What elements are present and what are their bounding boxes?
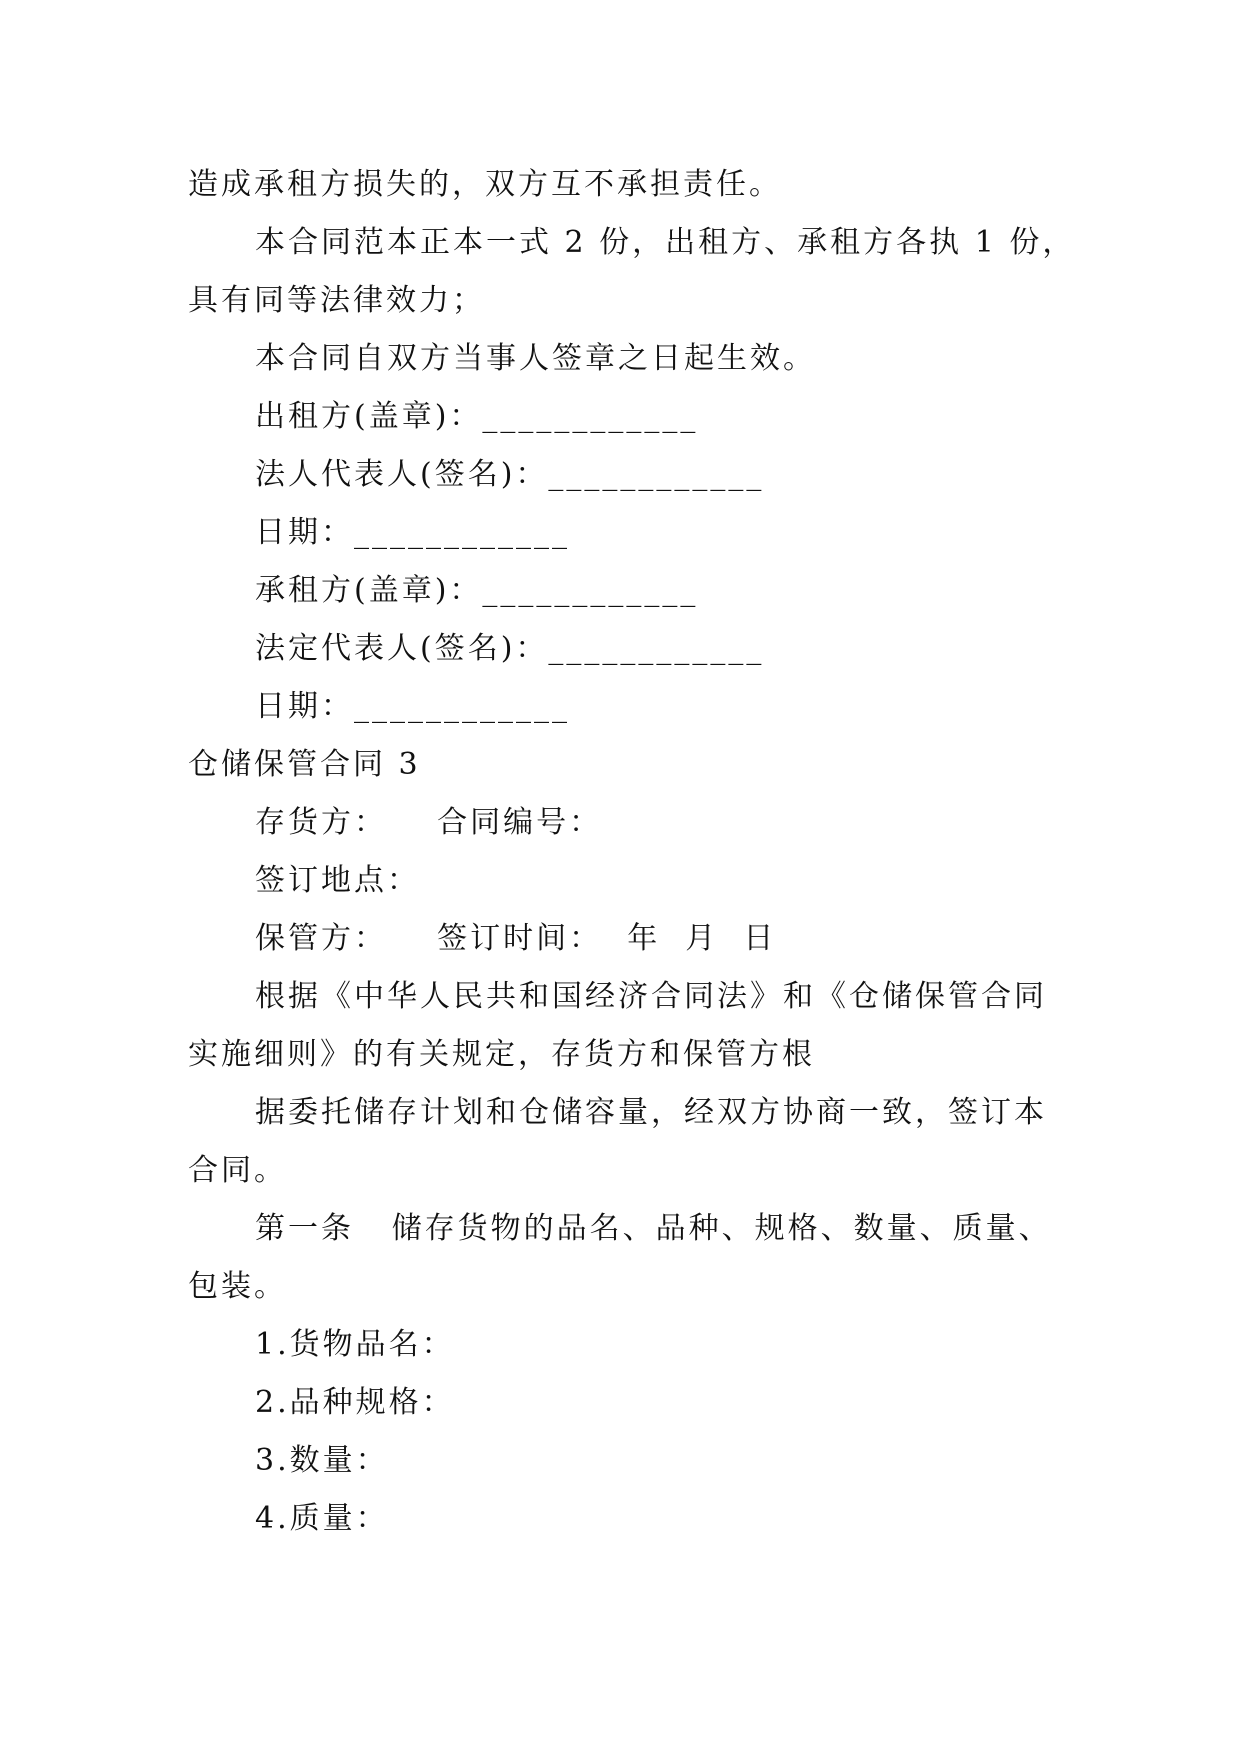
list-item: 1.货物品名： [255, 1327, 455, 1362]
text-line: 包装。 [188, 1269, 287, 1304]
list-item: 4.质量： [255, 1501, 389, 1536]
text-line: 存货方： 合同编号： [255, 805, 603, 840]
text-line: 实施细则》的有关规定，存货方和保管方根 [188, 1037, 815, 1072]
signature-field-line: 出租方(盖章)：____________ [255, 399, 699, 434]
text-line: 根据《中华人民共和国经济合同法》和《仓储保管合同 [255, 979, 1047, 1014]
text-line: 具有同等法律效力； [188, 283, 485, 318]
signature-field-line: 法定代表人(签名)：____________ [255, 631, 765, 666]
signature-field-line: 法人代表人(签名)：____________ [255, 457, 765, 492]
signature-field-line: 承租方(盖章)：____________ [255, 573, 699, 608]
text-line: 据委托储存计划和仓储容量，经双方协商一致，签订本 [255, 1095, 1047, 1130]
article-heading: 第一条 储存货物的品名、品种、规格、数量、质量、 [255, 1211, 1052, 1246]
date-field-line: 日期：____________ [255, 515, 570, 550]
list-item: 2.品种规格： [255, 1385, 455, 1420]
text-line: 本合同范本正本一式 2 份，出租方、承租方各执 1 份， [255, 225, 1076, 260]
section-heading: 仓储保管合同 3 [188, 747, 421, 782]
text-line: 造成承租方损失的，双方互不承担责任。 [188, 167, 782, 202]
date-field-line: 日期：____________ [255, 689, 570, 724]
text-line: 合同。 [188, 1153, 287, 1188]
text-line: 本合同自双方当事人签章之日起生效。 [255, 341, 816, 376]
text-line: 保管方： 签订时间： 年 月 日 [255, 921, 777, 956]
list-item: 3.数量： [255, 1443, 389, 1478]
text-line: 签订地点： [255, 863, 420, 898]
